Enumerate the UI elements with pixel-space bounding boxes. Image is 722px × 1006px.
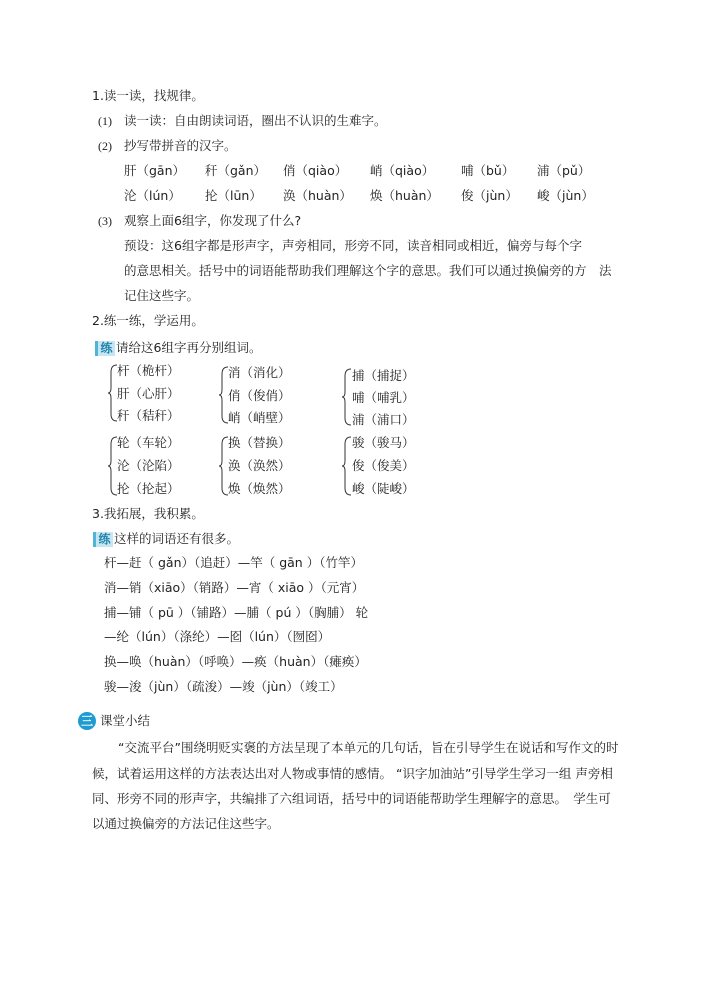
extension-line: 消—销（xiāo）（销路）—宵（ xiāo ）（元宵） xyxy=(104,580,365,595)
pinyin-word: 抡（lūn） xyxy=(205,188,262,203)
item2-number: (2) xyxy=(98,139,112,153)
word-group-item: 浦（浦口） xyxy=(352,412,415,427)
extension-line: 骏—浚（jùn）（疏浚）—竣（jùn）（竣工） xyxy=(104,679,343,694)
word-group-item: 秆（秸秆） xyxy=(117,408,180,423)
summary-line-3: 同、形旁不同的形声字，共编排了六组词语，括号中的词语能帮助学生理解字的意思。 学生可 xyxy=(92,791,611,806)
section2-instruction: 请给这6组字再分别组词。 xyxy=(116,340,262,355)
word-group-item: 哺（哺乳） xyxy=(352,390,415,405)
word-group-item: 峭（峭壁） xyxy=(228,410,291,425)
pinyin-word: 哺（bǔ） xyxy=(461,163,515,178)
extension-line: —纶（lún）（涤纶）—囵（lún）（囫囵） xyxy=(104,629,331,644)
section3-title: 3.我拓展，我积累。 xyxy=(92,506,204,521)
extension-line: 换—唤（huàn）（呼唤）—痪（huàn）（瘫痪） xyxy=(104,654,367,669)
word-group-item: 骏（骏马） xyxy=(352,435,415,450)
word-group-item: 俏（俊俏） xyxy=(228,388,291,403)
word-group-item: 沦（沦陷） xyxy=(117,458,180,473)
extension-line: 杆—赶（ gǎn）（追赶）—竿（ gān ）（竹竿） xyxy=(104,555,363,570)
word-group-item: 涣（涣然） xyxy=(228,458,291,473)
pinyin-word: 峻（jùn） xyxy=(537,188,594,203)
summary-line-2: 候，试着运用这样的方法表达出对人物或事情的感情。 “识字加油站”引导学生学习一组 声旁相 xyxy=(92,766,613,781)
section2-title: 2.练一练，学运用。 xyxy=(92,313,204,328)
section3-instruction: 这样的词语还有很多。 xyxy=(114,531,240,546)
word-group-item: 轮（车轮） xyxy=(117,435,180,450)
pinyin-word: 肝（gān） xyxy=(124,163,186,178)
answer-line-1: 预设：这6组字都是形声字，声旁相同，形旁不同，读音相同或相近，偏旁与每个字 xyxy=(124,238,582,253)
pinyin-word: 涣（huàn） xyxy=(283,188,352,203)
word-group-item: 峻（陡峻） xyxy=(352,481,415,496)
brace-icon xyxy=(342,436,352,496)
word-group-item: 焕（焕然） xyxy=(228,481,291,496)
item1-number: (1) xyxy=(98,114,112,128)
practice-badge: 练 xyxy=(96,532,113,547)
section-number-badge: 三 xyxy=(78,712,96,730)
pinyin-word: 峭（qiào） xyxy=(370,163,435,178)
word-group-item: 抡（抡起） xyxy=(117,481,180,496)
word-group-item: 换（替换） xyxy=(228,435,291,450)
practice-badge: 练 xyxy=(98,341,115,356)
pinyin-word: 俏（qiào） xyxy=(283,163,348,178)
answer-line-3: 记住这些字。 xyxy=(124,288,200,303)
answer-line-2: 的意思相关。括号中的词语能帮助我们理解这个字的意思。我们可以通过换偏旁的方 法 xyxy=(124,263,612,278)
word-group-item: 俊（俊美） xyxy=(352,458,415,473)
item1-text: 读一读：自由朗读词语，圈出不认识的生难字。 xyxy=(124,113,387,128)
pinyin-word: 焕（huàn） xyxy=(370,188,439,203)
pinyin-word: 俊（jùn） xyxy=(461,188,518,203)
word-group-item: 捕（捕捉） xyxy=(352,368,415,383)
word-group-item: 消（消化） xyxy=(228,365,291,380)
pinyin-word: 秆（gǎn） xyxy=(205,163,267,178)
item3-text: 观察上面6组字，你发现了什么? xyxy=(124,213,302,228)
word-group-item: 杆（桅杆） xyxy=(117,363,180,378)
extension-line: 捕—铺（ pū ）（铺路）—脯（ pú ）（胸脯） 轮 xyxy=(104,605,369,620)
section1-title: 1.读一读，找规律。 xyxy=(92,88,204,103)
item3-number: (3) xyxy=(98,214,112,228)
brace-icon xyxy=(342,368,352,426)
pinyin-word: 浦（pǔ） xyxy=(537,163,591,178)
summary-line-1: “交流平台”围绕明贬实褒的方法呈现了本单元的几句话，旨在引导学生在说话和写作文的时 xyxy=(118,740,619,755)
summary-title: 课堂小结 xyxy=(100,713,151,728)
item2-text: 抄写带拼音的汉字。 xyxy=(124,138,237,153)
word-group-item: 肝（心肝） xyxy=(117,386,180,401)
summary-line-4: 以通过换偏旁的方法记住这些字。 xyxy=(92,816,280,831)
pinyin-word: 沦（lún） xyxy=(124,188,181,203)
